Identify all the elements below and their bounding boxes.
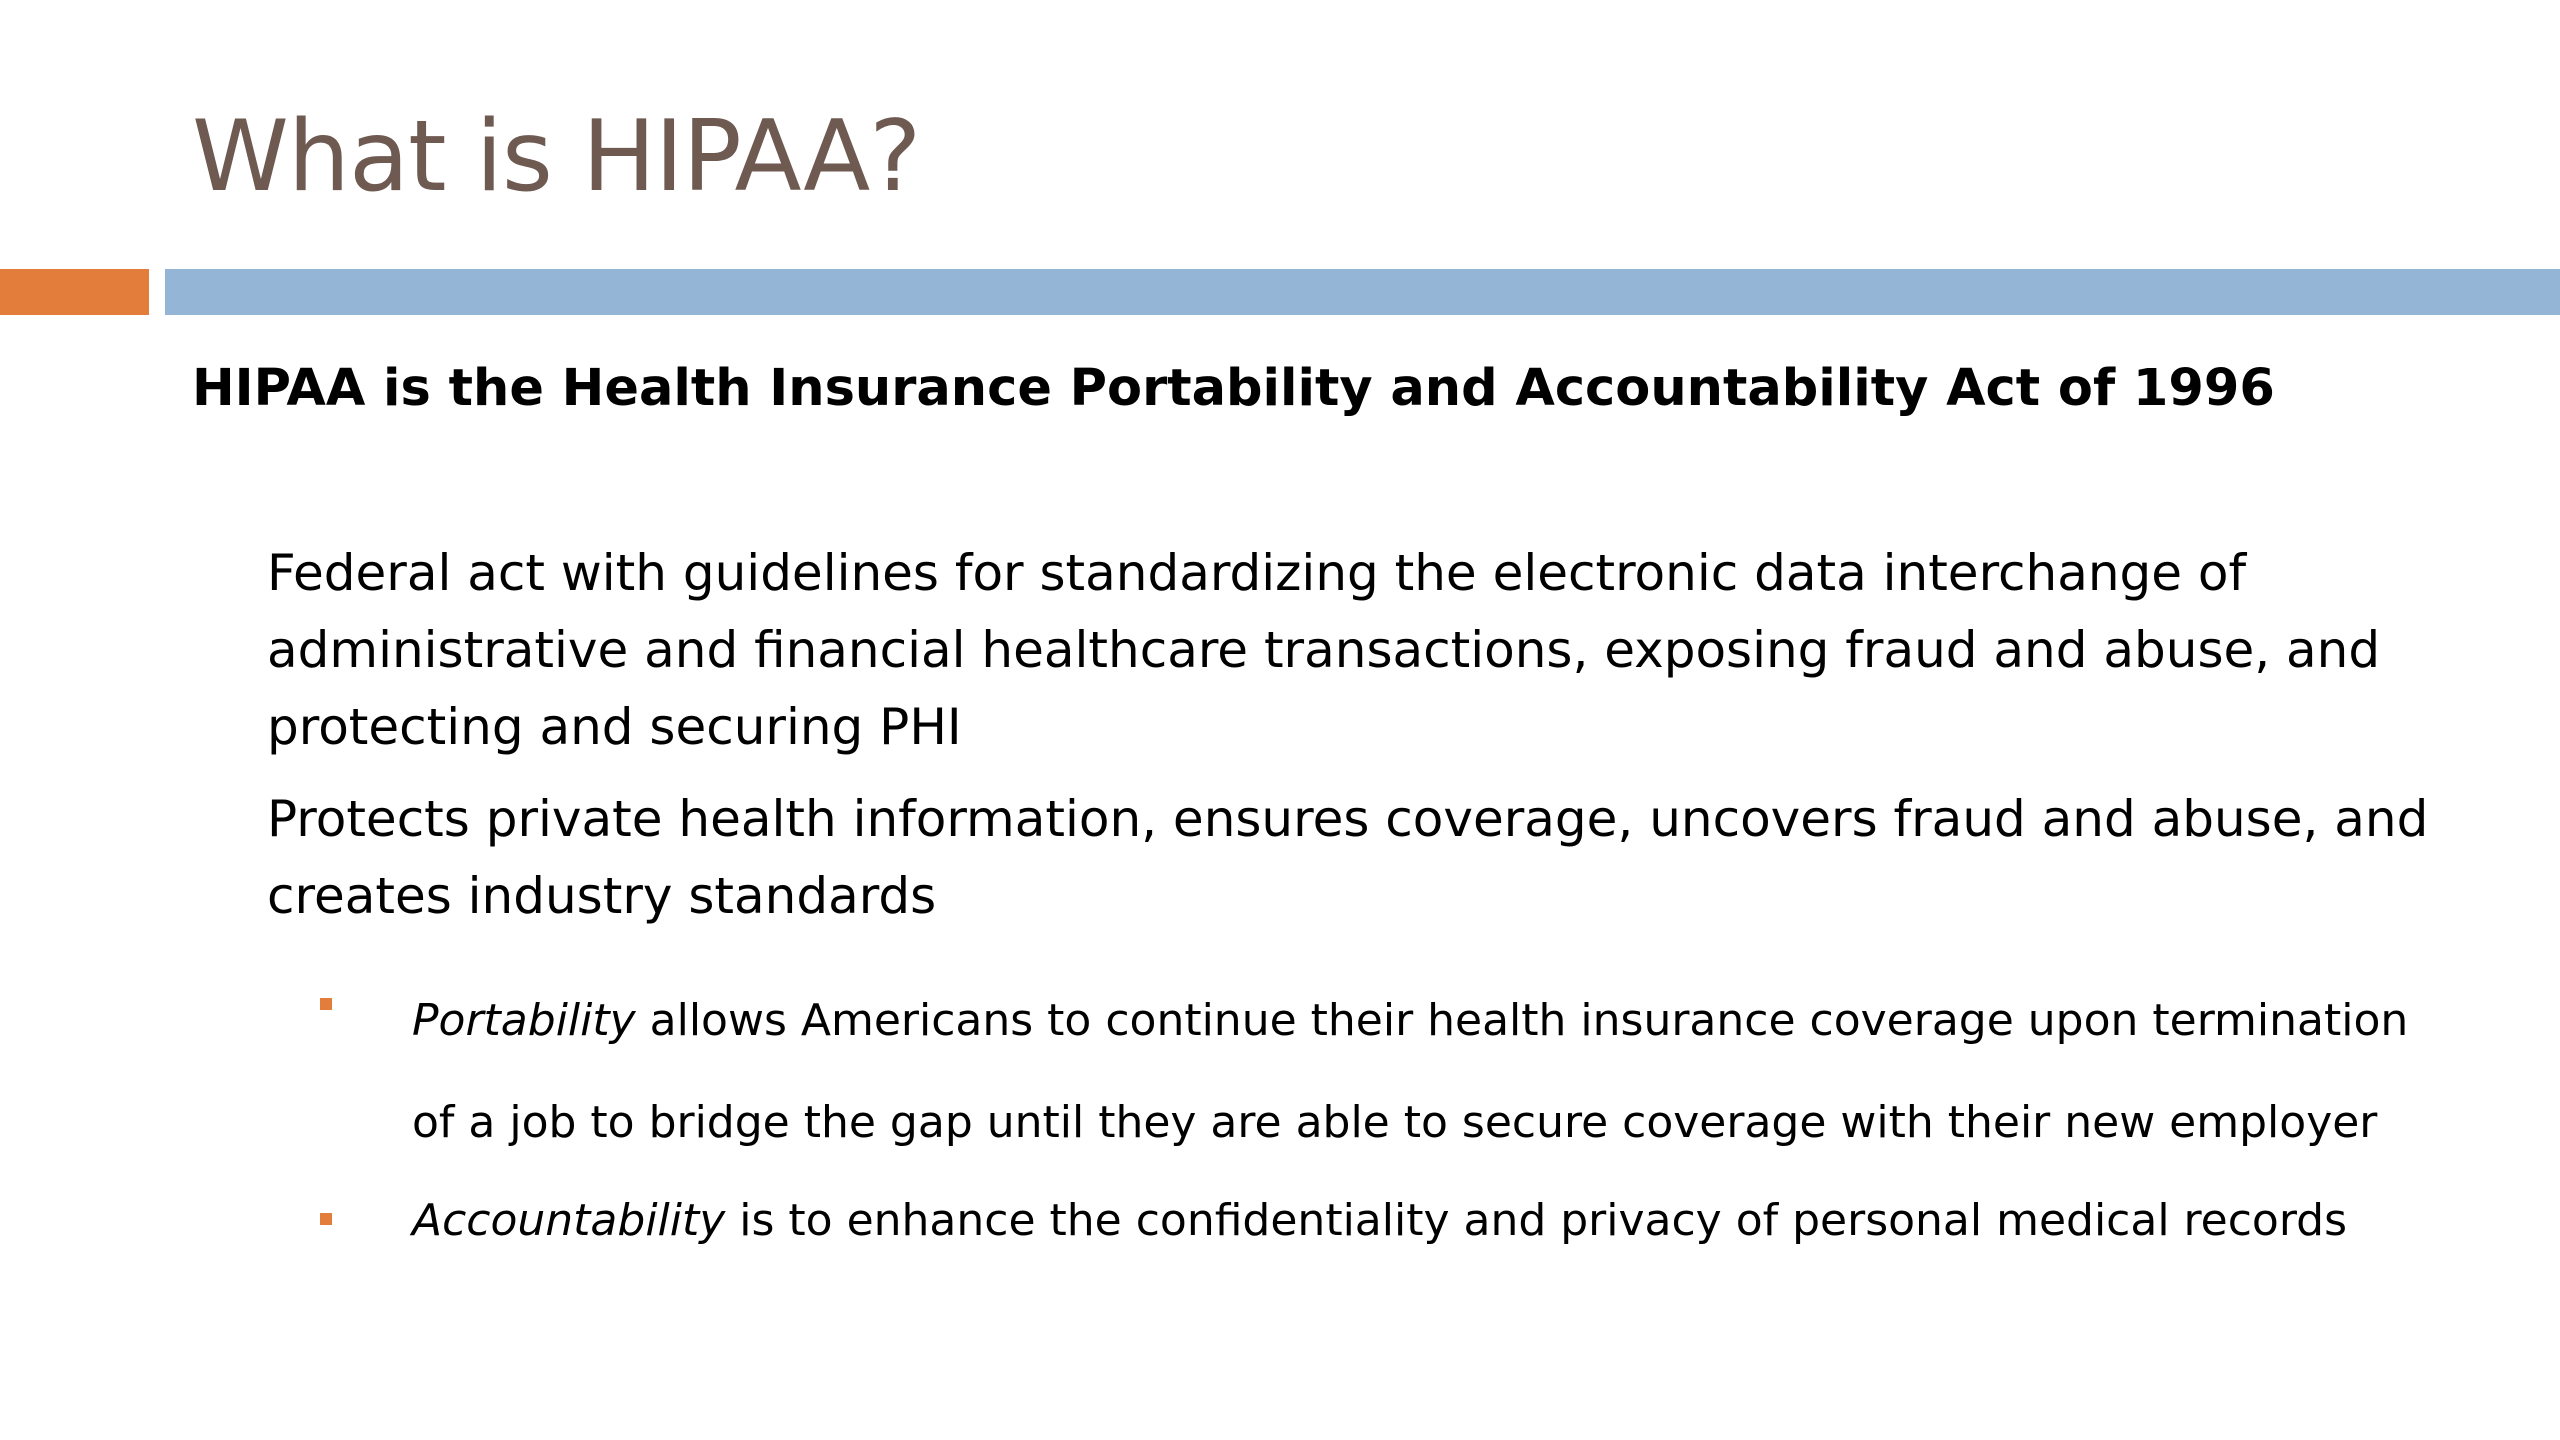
accent-bar-orange xyxy=(0,269,149,315)
bullet-term-accountability: Accountability xyxy=(412,1195,726,1246)
body-paragraph-federal-act: Federal act with guidelines for standardizing the electronic data interchange of administrative and financial healthcare transactions, exposing fraud and abuse, and protecting and securing PHI xyxy=(267,544,2381,756)
slide-subtitle: HIPAA is the Health Insurance Portability and Accountability Act of 1996 xyxy=(192,359,2275,418)
bullet-text-portability: allows Americans to continue their health insurance coverage upon termination of a job to bridge the gap until they are able to secure coverage with their new employer xyxy=(412,995,2409,1148)
slide-title: What is HIPAA? xyxy=(192,100,921,214)
bullet-item-portability xyxy=(412,970,2452,1174)
bullet-item-accountability xyxy=(412,1190,2452,1252)
bullet-text-accountability: is to enhance the confidentiality and privacy of personal medical records xyxy=(725,1195,2348,1246)
bullet-term-portability: Portability xyxy=(412,995,636,1046)
bullet-square-icon xyxy=(320,998,332,1010)
accent-bar-blue xyxy=(165,269,2560,315)
bullet-square-icon xyxy=(320,1213,332,1225)
body-paragraph-protects: Protects private health information, ensures coverage, uncovers fraud and abuse, and creates industry standards xyxy=(267,790,2429,925)
